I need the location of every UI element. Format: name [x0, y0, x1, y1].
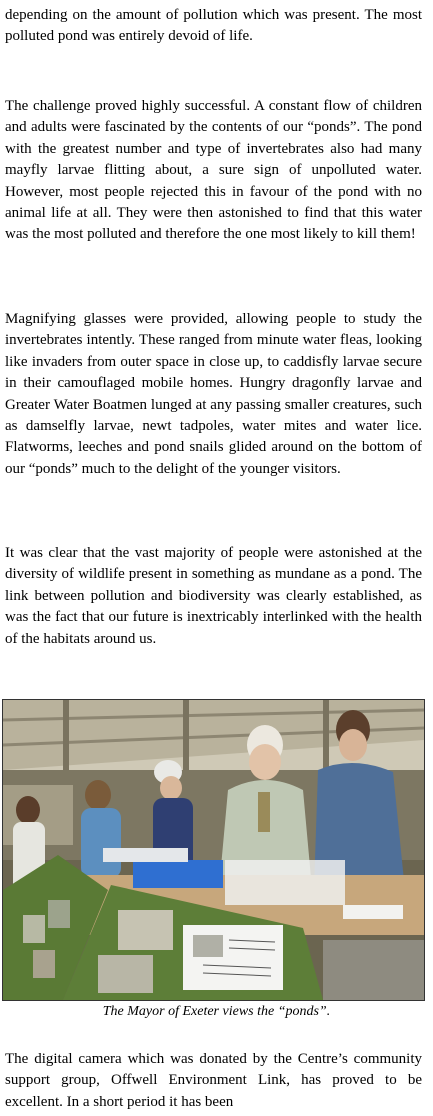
photo-caption: The Mayor of Exeter views the “ponds”.	[102, 1004, 331, 1019]
paragraph-digital-camera: The digital camera which was donated by the Centre’s community support group, Offwell Environment Link, has proved to be excellent. In a short period it has been	[5, 1051, 422, 1110]
paragraph-biodiversity: It was clear that the vast majority of people were astonished at the diversity of wildlife present in something as mundane as a pond. The link between pollution and biodiversity was clearly established, as was the fact that our future is inextricably interlinked with the health of the habitats around us.	[5, 545, 422, 647]
mayor-photo	[2, 699, 425, 1001]
paragraph-magnifying-glasses: Magnifying glasses were provided, allowing people to study the invertebrates intently. These ranged from minute water fleas, looking like invaders from outer space in close up, to caddisfly larvae secure in their camouflaged mobile homes. Hungry dragonfly larvae and Greater Water Boatmen lunged at any passing smaller creatures, such as damselfly larvae, newt tadpoles, water mites and water lice. Flatworms, leeches and pond snails glided around on the bottom of our “ponds” much to the delight of the younger visitors.	[5, 311, 422, 477]
paragraph-challenge: The challenge proved highly successful. A constant flow of children and adults were fascinated by the contents of our “ponds”. The pond with the greatest number and type of invertebrates also had many mayfly larvae flitting about, a sure sign of unpolluted water. However, most people rejected this in favour of the pond with no animal life at all. They were then astonished to find that this water was the most polluted and therefore the one most likely to kill them!	[5, 98, 422, 243]
paragraph-pollution-intro: depending on the amount of pollution which was present. The most polluted pond was entirely devoid of life.	[5, 7, 422, 45]
